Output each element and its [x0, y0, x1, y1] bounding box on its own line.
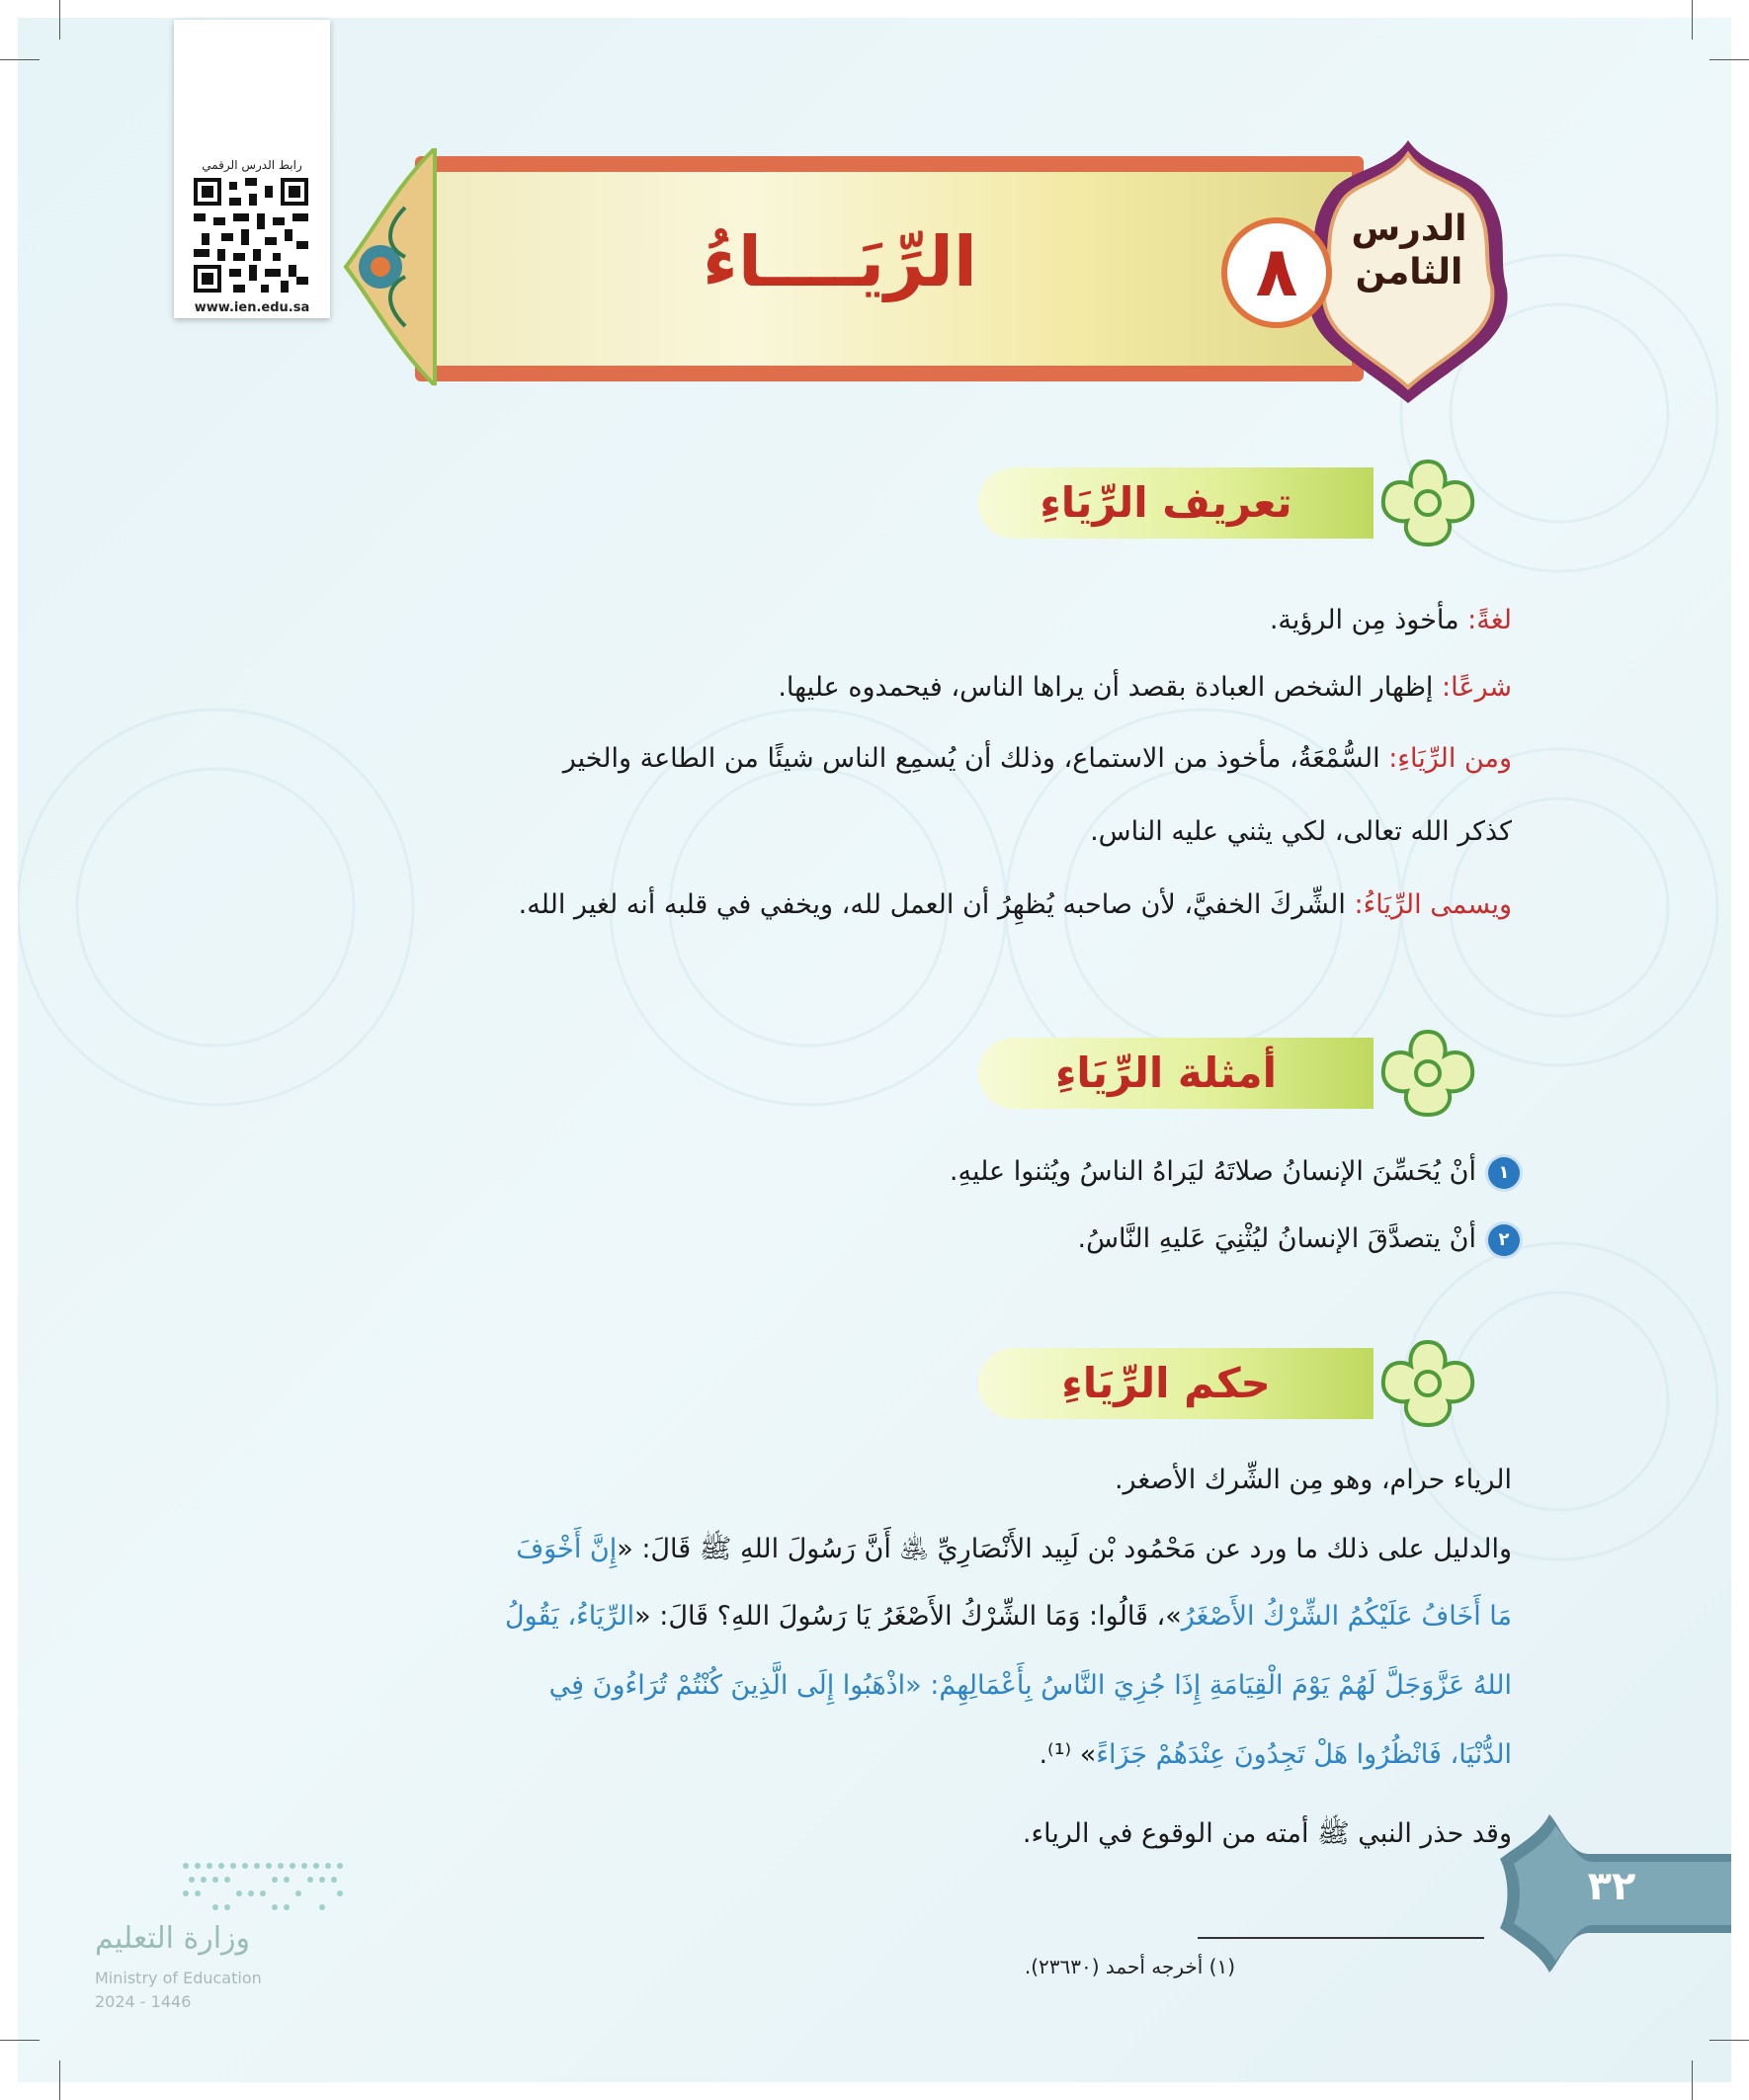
- definition-sharia-label: شرعًا:: [1442, 672, 1512, 703]
- digital-lesson-qr-card[interactable]: [174, 20, 330, 318]
- ruling-line-4: اللهُ عَزَّوَجَلَّ لَهُمْ يَوْمَ الْقِيَامَةِ إِذَا جُزِيَ النَّاسُ بِأَعْمَالِهِمْ: «اذْهَبُوا إِلَى الَّذِينَ كُنْتُمْ تُرَاءُونَ فِي: [548, 1670, 1512, 1701]
- crop-mark: [59, 0, 60, 40]
- definition-hidden-shirk-label: ويسمى الرِّيَاءُ:: [1354, 889, 1512, 920]
- ministry-logo-icon: [176, 1858, 354, 1913]
- definition-language-text: مأخوذ مِن الرؤية.: [1269, 605, 1468, 635]
- ruling-line-5: [1039, 1739, 1512, 1770]
- hadith-text: الرِّيَاءُ، يَقُولُ: [505, 1601, 635, 1632]
- crop-mark: [59, 2060, 60, 2100]
- section-header-definition: [978, 458, 1492, 548]
- ruling-narration-text: »، قَالُوا: وَمَا الشِّرْكُ الأَصْغَرُ يَا رَسُولَ اللهِ؟ قَالَ: «: [634, 1601, 1182, 1632]
- definition-sumah-label: ومن الرِّيَاءِ:: [1388, 743, 1512, 774]
- definition-language-label: لغةً:: [1467, 605, 1512, 635]
- page-number: ٣٢: [1587, 1864, 1636, 1909]
- definition-hidden-shirk-text: الشِّركَ الخفيَّ، لأن صاحبه يُظهِرُ أن العمل لله، ويخفي في قلبه أنه لغير الله.: [518, 889, 1355, 920]
- crop-mark: [0, 2040, 40, 2041]
- footnote: (١) أخرجه أحمد (٢٣٦٣٠).: [1024, 1955, 1235, 1978]
- example-text: أنْ يتصدَّقَ الإنسانُ ليُثْنِيَ عَليهِ النَّاسُ.: [1077, 1223, 1476, 1254]
- section-title: تعريف الرِّيَاءِ: [1040, 478, 1292, 527]
- definition-sumah-line-2: [1090, 816, 1512, 847]
- qr-code-icon[interactable]: [194, 178, 308, 293]
- definition-sumah-line: [563, 743, 1512, 774]
- lesson-label: [1340, 208, 1478, 294]
- definition-sumah-text-2: كذكر الله تعالى، لكي يثني عليه الناس.: [1090, 816, 1512, 847]
- example-number-badge: ١: [1488, 1157, 1520, 1189]
- hadith-text: الدُّنْيَا، فَانْظُرُوا هَلْ تَجِدُونَ عِنْدَهُمْ جَزَاءً: [1096, 1739, 1512, 1770]
- crop-mark: [0, 59, 40, 60]
- lesson-title: الرِّيَــــاءُ: [703, 221, 977, 302]
- quatrefoil-ornament-icon: [1364, 1338, 1492, 1429]
- ruling-narration-text: والدليل على ذلك ما ورد عن مَحْمُود بْن لَبِيد الأَنْصَارِيِّ ﵁ أَنَّ رَسُولَ اللهِ ﷺ قَالَ: «: [617, 1534, 1512, 1564]
- crop-mark: [1709, 59, 1749, 60]
- example-item-1: [950, 1156, 1520, 1189]
- quatrefoil-ornament-icon: [1364, 1028, 1492, 1119]
- section-header-ruling: [978, 1338, 1492, 1429]
- section-title: حكم الرِّيَاءِ: [1061, 1359, 1271, 1407]
- ruling-line-3: [505, 1601, 1512, 1632]
- section-header-examples: [978, 1028, 1492, 1119]
- qr-url[interactable]: www.ien.edu.sa: [194, 300, 310, 315]
- definition-sharia-text: إظهار الشخص العبادة بقصد أن يراها الناس، فيحمدوه عليها.: [778, 672, 1443, 703]
- lesson-label-line1: الدرس: [1351, 209, 1467, 249]
- lesson-label-line2: الثامن: [1355, 252, 1463, 293]
- footnote-divider: [1198, 1937, 1484, 1939]
- definition-hidden-shirk-line: [519, 889, 1512, 920]
- example-item-2: [1078, 1223, 1520, 1256]
- example-text: أنْ يُحَسِّنَ الإنسانُ صلاتَهُ ليَراهُ الناسُ ويُثنوا عليهِ.: [949, 1156, 1476, 1187]
- crop-mark: [1709, 2040, 1749, 2041]
- hadith-text: مَا أَخَافُ عَلَيْكُمُ الشِّرْكُ الأَصْغَرُ: [1181, 1601, 1512, 1632]
- example-number-badge: ٢: [1488, 1224, 1520, 1256]
- ministry-name-en: Ministry of Education: [95, 1969, 262, 1987]
- ruling-line-2: [516, 1532, 1512, 1571]
- hadith-text: إِنَّ أَخْوَفَ: [516, 1534, 618, 1564]
- lesson-number-badge: ٨: [1221, 217, 1332, 328]
- ruling-footnote-ref: » ⁽¹⁾.: [1039, 1739, 1097, 1770]
- section-title: أمثلة الرِّيَاءِ: [1054, 1049, 1278, 1097]
- ruling-line-1: الرياء حرام، وهو مِن الشِّرك الأصغر.: [1114, 1465, 1512, 1495]
- ministry-name-ar: وزارة التعليم: [95, 1921, 251, 1956]
- ruling-line-6: وقد حذر النبي ﷺ أمته من الوقوع في الرياء.: [1022, 1818, 1512, 1849]
- crop-mark: [1692, 0, 1693, 40]
- quatrefoil-ornament-icon: [1364, 458, 1492, 548]
- definition-language-line: [1270, 605, 1512, 635]
- qr-label: رابط الدرس الرقمي: [202, 158, 302, 172]
- ministry-year: 2024 - 1446: [95, 1992, 192, 2011]
- crop-mark: [1692, 2060, 1693, 2100]
- definition-sumah-text: السُّمْعَةُ، مأخوذ من الاستماع، وذلك أن يُسمِع الناس شيئًا من الطاعة والخير: [562, 743, 1389, 774]
- banner-left-ornament-icon: [336, 148, 445, 385]
- definition-sharia-line: [778, 672, 1512, 703]
